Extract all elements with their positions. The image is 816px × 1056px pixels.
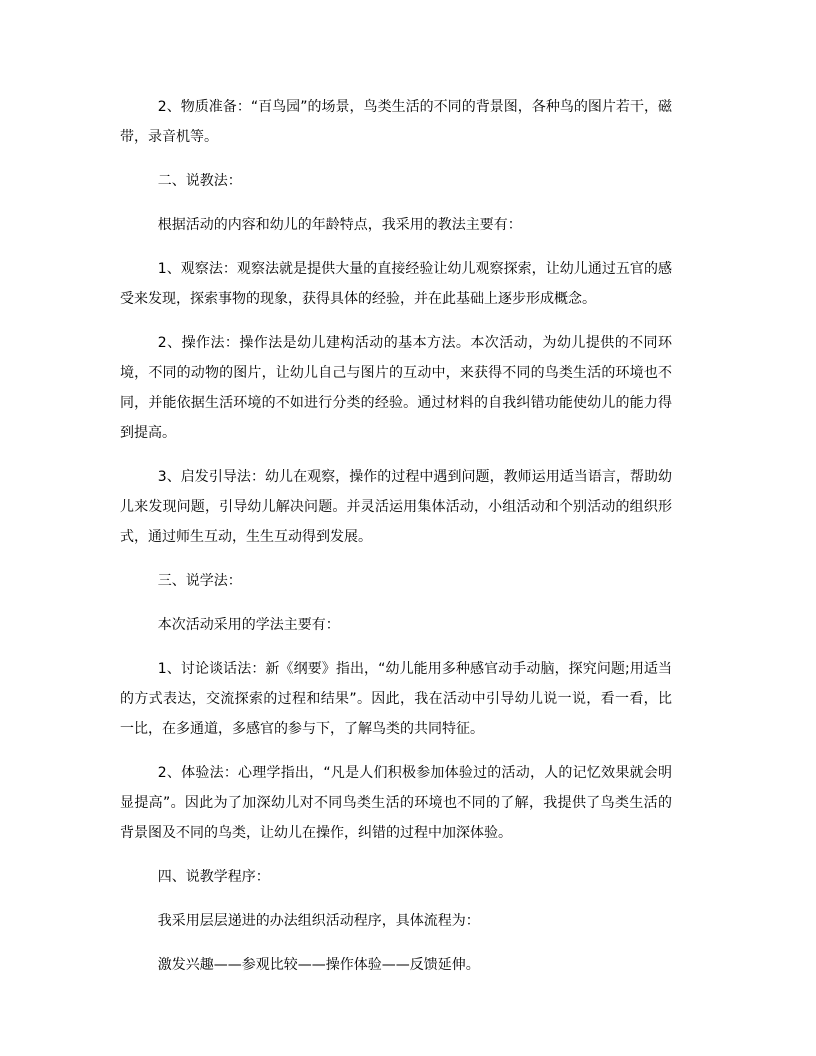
paragraph-discussion-method: 1、讨论谈话法：新《纲要》指出，“幼儿能用多种感官动手动脑，探究问题;用适当的方式表达，交流探索的过程和结果”。因此，我在活动中引导幼儿说一说，看一看，比一比，在多通道，多感官的参与下，了解鸟类的共同特征。 bbox=[120, 661, 672, 737]
heading-teaching-method: 二、说教法： bbox=[157, 173, 242, 189]
paragraph-teaching-intro: 根据活动的内容和幼儿的年龄特点，我采用的教法主要有： bbox=[157, 217, 522, 233]
heading-learning-method: 三、说学法： bbox=[157, 573, 242, 589]
paragraph-procedure-intro: 我采用层层递进的办法组织活动程序，具体流程为： bbox=[157, 913, 480, 929]
paragraph-observation-method: 1、观察法：观察法就是提供大量的直接经验让幼儿观察探索，让幼儿通过五官的感受来发现，探索事物的现象，获得具体的经验，并在此基础上逐步形成概念。 bbox=[120, 261, 672, 307]
document-page bbox=[120, 92, 672, 980]
paragraph-learning-intro: 本次活动采用的学法主要有： bbox=[157, 617, 340, 633]
paragraph-operation-method: 2、操作法：操作法是幼儿建构活动的基本方法。本次活动，为幼儿提供的不同环境，不同的动物的图片，让幼儿自己与图片的互动中，来获得不同的鸟类生活的环境也不同，并能依据生活环境的不如进行分类的经验。通过材料的自我纠错功能使幼儿的能力得到提高。 bbox=[120, 335, 672, 441]
paragraph-material-prep: 2、物质准备：“百鸟园”的场景，鸟类生活的不同的背景图，各种鸟的图片若干，磁带，录音机等。 bbox=[120, 99, 672, 145]
heading-teaching-procedure: 四、说教学程序： bbox=[157, 869, 270, 885]
paragraph-experience-method: 2、体验法：心理学指出，“凡是人们积极参加体验过的活动，人的记忆效果就会明显提高”。因此为了加深幼儿对不同鸟类生活的环境也不同的了解，我提供了鸟类生活的背景图及不同的鸟类，让幼儿在操作，纠错的过程中加深体验。 bbox=[120, 765, 672, 841]
paragraph-guidance-method: 3、启发引导法：幼儿在观察，操作的过程中遇到问题，教师运用适当语言，帮助幼儿来发现问题，引导幼儿解决问题。并灵活运用集体活动，小组活动和个别活动的组织形式，通过师生互动，生生互动得到发展。 bbox=[120, 469, 672, 545]
paragraph-procedure-flow: 激发兴趣——参观比较——操作体验——反馈延伸。 bbox=[157, 957, 480, 973]
